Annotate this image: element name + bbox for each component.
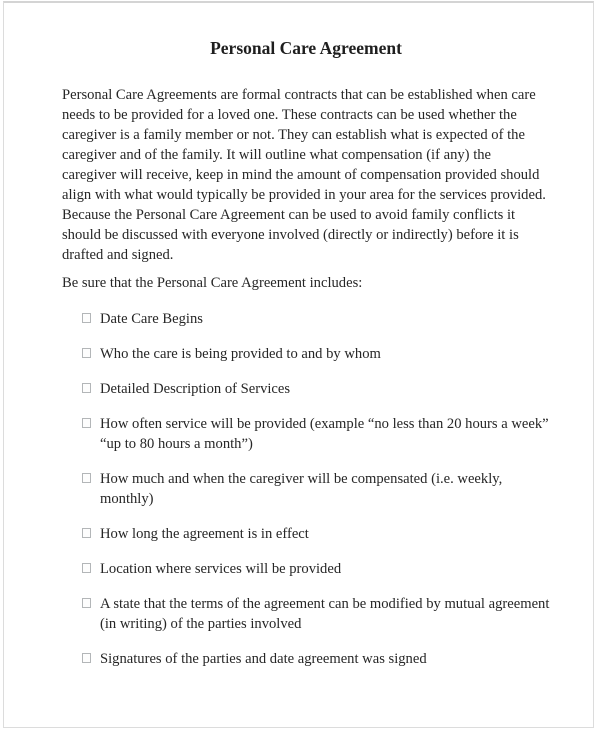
- checklist-item-text: [100, 649, 427, 669]
- empty-checkbox-icon: [82, 598, 91, 608]
- checklist: [62, 309, 550, 669]
- checklist-item: [62, 524, 550, 544]
- checklist-item-line: (in writing) of the parties involved: [100, 616, 302, 632]
- checklist-item: [62, 379, 550, 399]
- checklist-item-line: How long the agreement is in effect: [100, 526, 309, 542]
- checklist-item: [62, 469, 550, 509]
- checklist-item-text: [100, 524, 309, 544]
- checklist-item-line: “up to 80 hours a month”): [100, 436, 253, 452]
- document-content: [0, 38, 600, 669]
- empty-checkbox-icon: [82, 528, 91, 538]
- intro-line: Because the Personal Care Agreement can be used to avoid family conflicts it: [62, 207, 516, 223]
- checklist-item-line: Signatures of the parties and date agreement was signed: [100, 651, 427, 667]
- checklist-intro: Be sure that the Personal Care Agreement includes:: [62, 275, 363, 291]
- intro-paragraph: [62, 85, 550, 265]
- intro-line: needs to be provided for a loved one. These contracts can be used whether the: [62, 107, 517, 123]
- intro-line: Personal Care Agreements are formal contracts that can be established when care: [62, 87, 536, 103]
- checklist-item-text: [100, 309, 203, 329]
- empty-checkbox-icon: [82, 473, 91, 483]
- checklist-item: [62, 344, 550, 364]
- intro-line: caregiver is a family member or not. They can establish what is expected of the: [62, 127, 525, 143]
- intro-line: caregiver will receive, keep in mind the amount of compensation provided should: [62, 167, 540, 183]
- empty-checkbox-icon: [82, 348, 91, 358]
- intro-line: drafted and signed.: [62, 247, 174, 263]
- checklist-item-line: How often service will be provided (example “no less than 20 hours a week”: [100, 416, 549, 432]
- empty-checkbox-icon: [82, 563, 91, 573]
- empty-checkbox-icon: [82, 418, 91, 428]
- document-title: Personal Care Agreement: [210, 38, 402, 58]
- intro-line: align with what would typically be provided in your area for the services provided.: [62, 187, 546, 203]
- checklist-item-line: Date Care Begins: [100, 311, 203, 327]
- checklist-item-line: monthly): [100, 491, 154, 507]
- checklist-item: [62, 309, 550, 329]
- checklist-item-text: [100, 594, 549, 634]
- checklist-item: [62, 649, 550, 669]
- checklist-item: [62, 594, 550, 634]
- checklist-item-text: [100, 469, 502, 509]
- empty-checkbox-icon: [82, 653, 91, 663]
- checklist-item-text: [100, 379, 290, 399]
- checklist-item-line: Who the care is being provided to and by whom: [100, 346, 381, 362]
- checklist-item-text: [100, 344, 381, 364]
- checklist-item-text: [100, 414, 549, 454]
- checklist-item-line: Location where services will be provided: [100, 561, 342, 577]
- intro-line: caregiver and of the family. It will outline what compensation (if any) the: [62, 147, 492, 163]
- checklist-item-line: A state that the terms of the agreement can be modified by mutual agreement: [100, 596, 550, 612]
- empty-checkbox-icon: [82, 383, 91, 393]
- checklist-item-line: Detailed Description of Services: [100, 381, 291, 397]
- checklist-item-line: How much and when the caregiver will be compensated (i.e. weekly,: [100, 471, 503, 487]
- intro-line: should be discussed with everyone involved (directly or indirectly) before it is: [62, 227, 519, 243]
- checklist-item: [62, 414, 550, 454]
- empty-checkbox-icon: [82, 313, 91, 323]
- checklist-item-text: [100, 559, 341, 579]
- checklist-item: [62, 559, 550, 579]
